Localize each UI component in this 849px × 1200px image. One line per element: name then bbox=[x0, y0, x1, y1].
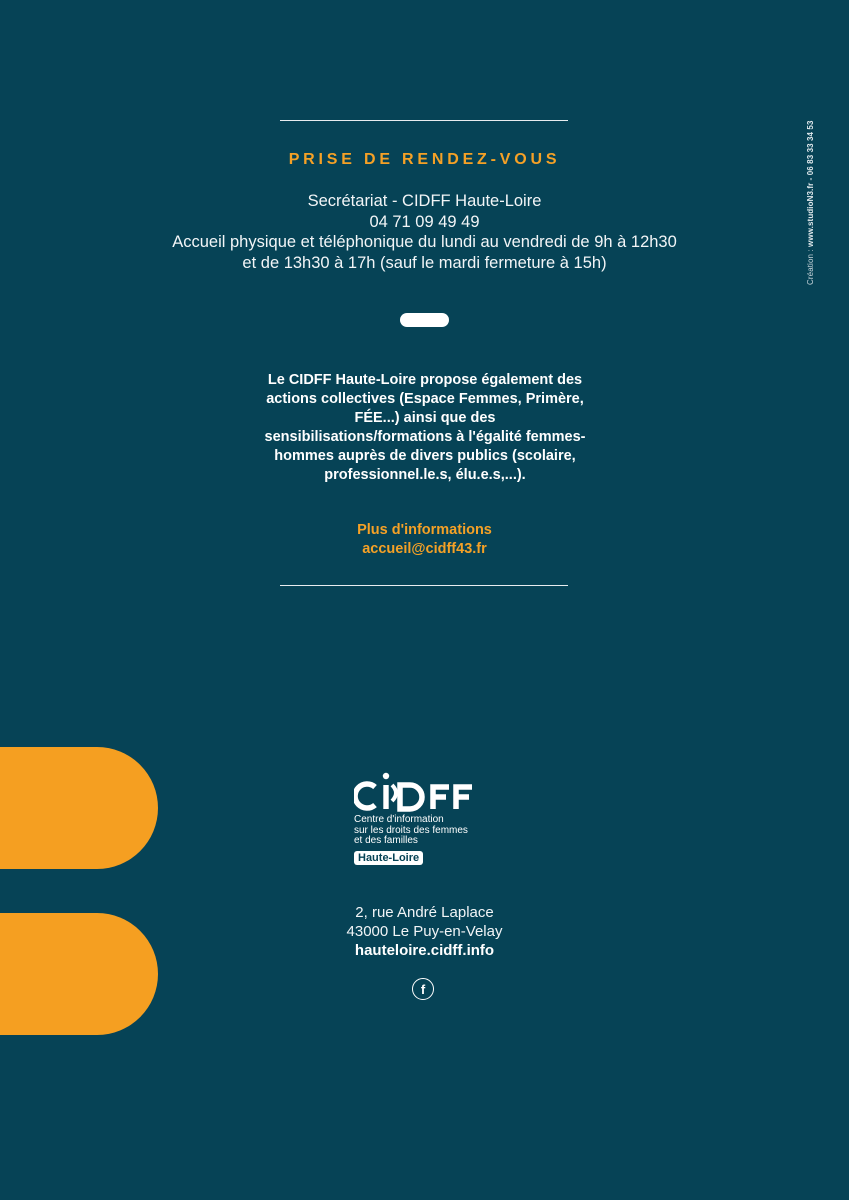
credit-site-phone: www.studioN3.fr - 06 83 33 34 53 bbox=[806, 120, 815, 247]
logo-wordmark bbox=[354, 771, 504, 813]
website-link[interactable]: hauteloire.cidff.info bbox=[354, 942, 495, 959]
decorative-orange-tab bbox=[0, 747, 158, 869]
appointment-title: PRISE DE RENDEZ-VOUS bbox=[288, 151, 561, 168]
address-street: 2, rue André Laplace bbox=[355, 904, 494, 921]
facebook-glyph: f bbox=[420, 981, 426, 997]
cidff-logo bbox=[354, 771, 504, 866]
logo-region-badge: Haute-Loire bbox=[354, 851, 423, 865]
top-divider bbox=[280, 120, 568, 121]
credit-prefix: Création : bbox=[806, 246, 815, 285]
opening-hours-line: Accueil physique et téléphonique du lundi au vendredi de 9h à 12h30 bbox=[172, 233, 677, 251]
more-info-block bbox=[0, 521, 849, 559]
facebook-icon[interactable] bbox=[412, 978, 434, 1000]
postal-address bbox=[0, 903, 849, 960]
phone-number[interactable]: 04 71 09 49 49 bbox=[369, 212, 480, 231]
logo-subtitle-2: sur les droits des femmes bbox=[354, 824, 468, 836]
cidff-wordmark-graphic bbox=[354, 771, 484, 813]
logo-subtitle-1: Centre d'information bbox=[354, 814, 444, 825]
opening-hours-line-2: et de 13h30 à 17h (sauf le mardi fermeture à 15h) bbox=[242, 253, 607, 272]
appointment-contact bbox=[0, 191, 849, 273]
address-city: 43000 Le Puy-en-Velay bbox=[346, 923, 503, 940]
secretariat-line: Secrétariat - CIDFF Haute-Loire bbox=[307, 192, 542, 210]
separator-pill bbox=[400, 313, 449, 327]
email-link[interactable]: accueil@cidff43.fr bbox=[362, 541, 487, 557]
bottom-divider bbox=[280, 585, 568, 586]
logo-subtitle-3: et des familles bbox=[354, 835, 418, 846]
collective-actions-paragraph: Le CIDFF Haute-Loire propose également des actions collectives (Espace Femmes, Primère, FÉE...) ainsi que des sensibilisations/formations à l'égalité femmes-hommes auprès de divers publics (scolaire, professionnel.le.s, élu.e.s,...). bbox=[264, 372, 586, 483]
more-info-label: Plus d'informations bbox=[357, 522, 492, 538]
